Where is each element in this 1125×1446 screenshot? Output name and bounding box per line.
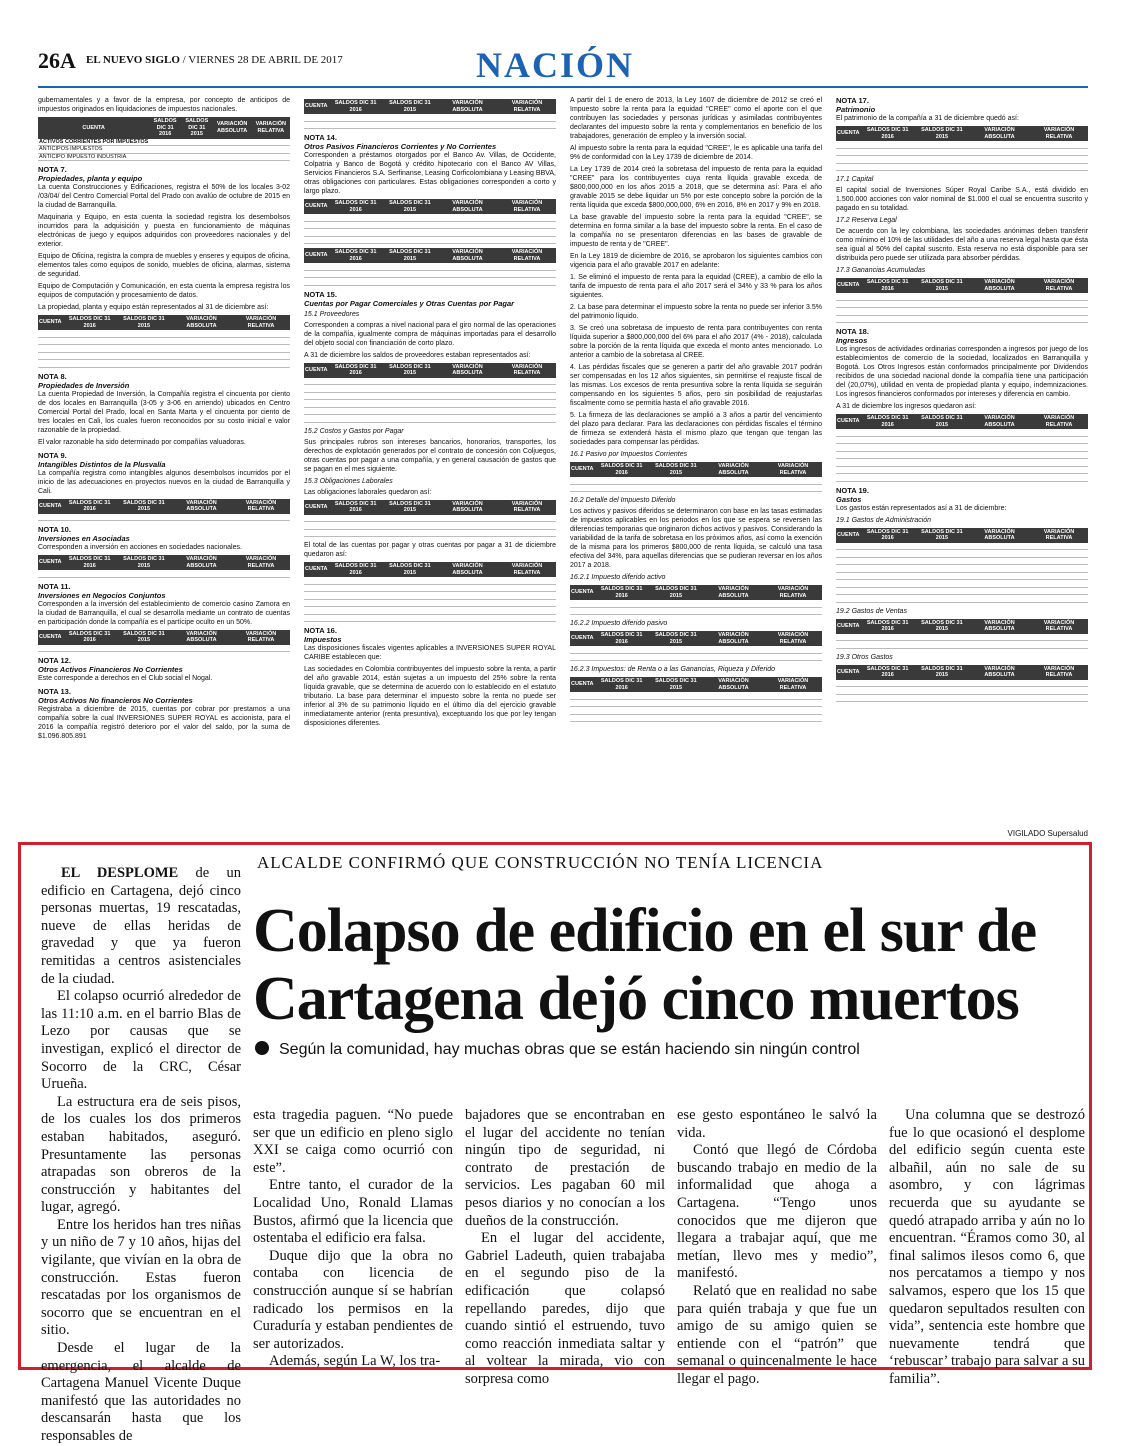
table-labor-obligations: CUENTA SALDOS DIC 31 2016 SALDOS DIC 31 2015 VARIACIÓN ABSOLUTA VARIACIÓN RELATIVA	[304, 500, 556, 538]
table-financial-liabilities: CUENTA SALDOS DIC 31 2016 SALDOS DIC 31 2015 VARIACIÓN ABSOLUTA VARIACIÓN RELATIVA	[304, 199, 556, 244]
note-paragraph: La cuenta Propiedad de Inversión, la Compañía registra el cincuenta por ciento de dos locales en Barranquilla (3-05 y 3-06 en arriendo) ubicados en Centro Comercial Portal del Prado, local en Santa Marta y el cincuenta por ciento de tres locales en Cali, los cuales fueron reconocidos por su costo inicial e valor razonable de la propiedad.	[38, 390, 290, 434]
note-11	[38, 582, 290, 653]
note-heading: NOTA 10.	[38, 525, 71, 534]
list-item: 1. Se eliminó el impuesto de renta para la equidad (CREE), a cambio de ello la tarifa de impuesto de renta para el año 2017 será el 34% y 33 % para los años siguientes.	[570, 274, 822, 299]
note-heading: NOTA 9.	[38, 450, 67, 460]
note-title: Intangibles Distintos de la Plusvalía	[38, 459, 166, 469]
brand-name: EL NUEVO SIGLO	[86, 54, 180, 66]
subsection-title: 15.2 Costos y Gastos por Pagar	[304, 427, 404, 435]
table-other-expenses: CUENTA SALDOS DIC 31 2016 SALDOS DIC 31 2015 VARIACIÓN ABSOLUTA VARIACIÓN RELATIVA	[836, 665, 1088, 703]
article-paragraph: En el lugar del accidente, Gabriel Ladeuth, quien trabajaba en el segundo piso de la edificación que colapsó repellando paredes, dijo que cuando sintió el estruendo, tuvo como reacción inmediata saltar y al voltear la mirada, vio con sorpresa como	[465, 1230, 665, 1387]
note-paragraph: Las disposiciones fiscales vigentes aplicables a INVERSIONES SUPER ROYAL CARIBE establecen que:	[304, 645, 556, 661]
article-column-1	[41, 865, 241, 1444]
note-title: Impuestos	[304, 635, 342, 644]
subsection-title: 17.3 Ganancias Acumuladas	[836, 267, 926, 274]
section-title: NACIÓN	[476, 45, 635, 85]
table-property-plant: CUENTA SALDOS DIC 31 2016 SALDOS DIC 31 2015 VARIACIÓN ABSOLUTA VARIACIÓN RELATIVA	[38, 315, 290, 368]
masthead-date	[86, 54, 343, 66]
bullet-icon	[255, 1041, 269, 1055]
note-paragraph: La Ley 1739 de 2014 creó la sobretasa del impuesto de renta para la equidad "CREE" para los contribuyentes cuya renta líquida gravable exceda de $800,000,000 en los años 2015 a 2018, que se determina así: Para el año gravable 2015 se debe liquidar un 5% por este concepto sobre la porción de la renta líquida que exceda $800,000,000, 6% en 2016, 8% en 2017 y 9% en 2018.	[570, 166, 822, 209]
table-current-tax: CUENTA SALDOS DIC 31 2016 SALDOS DIC 31 2015 VARIACIÓN ABSOLUTA VARIACIÓN RELATIVA	[570, 462, 822, 492]
deck-text: Según la comunidad, hay muchas obras que se están haciendo sin ningún control	[279, 1041, 860, 1058]
note-paragraph: Equipo de Computación y Comunicación, en esta cuenta la empresa registra los equipos de computación y procesamiento de datos.	[38, 283, 290, 299]
note-10	[38, 525, 290, 578]
note-9	[38, 451, 290, 522]
note-paragraph: El capital social de Inversiones Súper Royal Caribe S.A., está dividido en 1.500.000 acciones con valor nominal de $1.000 el cual se encuentra suscrito y pagado en su totalidad.	[836, 187, 1088, 212]
article-column-2	[253, 1107, 453, 1370]
note-title: Otros Activos Financieros No Corrientes	[38, 665, 183, 674]
note-paragraph: Corresponden a inversión en acciones en sociedades nacionales.	[38, 544, 242, 551]
table-sales-expenses: CUENTA SALDOS DIC 31 2016 SALDOS DIC 31 2015 VARIACIÓN ABSOLUTA VARIACIÓN RELATIVA	[836, 619, 1088, 649]
table-accounts-payable: CUENTA SALDOS DIC 31 2016 SALDOS DIC 31 2015 VARIACIÓN ABSOLUTA VARIACIÓN RELATIVA	[304, 562, 556, 622]
note-7	[38, 165, 290, 368]
note-13	[38, 687, 290, 741]
subsection-title: 16.2 Detalle del Impuesto Diferido	[570, 497, 676, 504]
note-title: Otros Activos No financieros No Corrientes	[38, 696, 193, 705]
supersalud-mark: VIGILADO Supersalud	[1007, 829, 1088, 838]
note-8	[38, 372, 290, 447]
subsection-title: 16.2.3 Impuestos: de Renta o a las Ganancias, Riqueza y Diferido	[570, 666, 776, 673]
table-suppliers: CUENTA SALDOS DIC 31 2016 SALDOS DIC 31 2015 VARIACIÓN ABSOLUTA VARIACIÓN RELATIVA	[304, 363, 556, 423]
article-paragraph: Entre los heridos han tres niñas y un niño de 7 y 10 años, hijas del vigilante, que vivían en la obra de construcción. Estas fueron rescatadas por los organismos de socorro que se encuentran en el sitio.	[41, 1216, 241, 1339]
subsection-title: 19.1 Gastos de Administración	[836, 516, 932, 524]
note-title: Otros Pasivos Financieros Corrientes y No Corrientes	[304, 142, 497, 151]
note-paragraph: A partir del 1 de enero de 2013, la Ley 1607 de diciembre de 2012 se creó el Impuesto sobre la renta para la equidad "CREE" como el aporte con el que contribuyen las sociedades y personas jurídicas y asimiladas contribuyentes declarantes del impuesto sobre la renta y complementarios en beneficio de los trabajadores, generación de empleo y la inversión social.	[570, 97, 822, 140]
note-paragraph: El patrimonio de la compañía a 31 de diciembre quedó así:	[836, 115, 1019, 122]
note-paragraph: Este corresponde a derechos en el Club social el Nogal.	[38, 675, 213, 682]
article-paragraph: Además, según La W, los tra-	[269, 1353, 441, 1370]
notes-column-3	[570, 96, 822, 838]
table-intangibles: CUENTA SALDOS DIC 31 2016 SALDOS DIC 31 2015 VARIACIÓN ABSOLUTA VARIACIÓN RELATIVA	[38, 499, 290, 522]
note-title: Ingresos	[836, 336, 868, 345]
article-paragraph: ese gesto espontáneo le salvó la vida.	[677, 1107, 877, 1141]
list-item: 4. Las pérdidas fiscales que se generen a partir del año gravable 2017 podrán ser compensadas en los 12 años siguientes, sin permitirse el reajuste fiscal de las mismas. Los excesos de renta presuntiva sobre la renta líquida se seguirán compensando en los siguientes 5 años, pero sin posibilidad de reajustarlas fiscalmente como se permitía hasta el año gravable 2016.	[570, 364, 822, 407]
note-17	[836, 96, 1088, 323]
note-paragraph: Corresponden a préstamos otorgados por el Banco Av. Villas, de Occidente, Colpatria y Banco de Bogotá y crédito hipotecario con el Banco AV Villas, Servicios Financieros S.A. Serfinanse, Leasing Corficolombiana y Leasing BBVA, otras obligaciones con particulares. Estas obligaciones corresponden a corto y largo plazo.	[304, 152, 556, 195]
note-paragraph: La cuenta Construcciones y Edificaciones, registra el 50% de los locales 3-02 /03/04/ del Centro Comercial Portal del Prado con avalúo de octubre de 2015 en la ciudad de Barranquilla.	[38, 184, 290, 209]
note-title: Propiedades de Inversión	[38, 380, 130, 390]
note-14	[304, 133, 556, 286]
subsection-title: 16.1 Pasivo por Impuestos Corrientes	[570, 451, 688, 458]
subsection-title: 19.3 Otros Gastos	[836, 653, 893, 661]
header-divider	[38, 86, 1088, 88]
note-paragraph: Maquinaria y Equipo, en esta cuenta la sociedad registra los desembolsos incurridos para la adquisición y puesta en funcionamiento de máquinas electrónicas de juego y equipos adquiridos con proveedores nacionales y del exterior.	[38, 214, 290, 248]
note-title: Gastos	[836, 494, 862, 504]
article-paragraph: Relató que en realidad no sabe para quién trabaja y que fue un amigo de su amigo quien se entiende con el “patrón” que semanal o quincenalmente le hace llegar el pago.	[677, 1282, 877, 1387]
news-article	[18, 842, 1092, 1444]
article-paragraph: Duque dijo que la obra no contaba con licencia de construcción aunque sí se habrían radicado los permisos en la Curaduría y estaban pendientes de ser autorizados.	[253, 1247, 453, 1352]
article-paragraph: bajadores que se encontraban en el lugar del accidente no tenían ningún tipo de seguridad, ni contrato de prestación de servicios. Les pagaban 60 mil pesos diarios y no conocían a los dueños de la construcción.	[465, 1107, 665, 1229]
article-column-4	[677, 1107, 877, 1387]
table-income-tax: CUENTA SALDOS DIC 31 2016 SALDOS DIC 31 2015 VARIACIÓN ABSOLUTA VARIACIÓN RELATIVA	[570, 677, 822, 722]
note-heading: NOTA 19.	[836, 485, 869, 495]
table-admin-expenses: CUENTA SALDOS DIC 31 2016 SALDOS DIC 31 2015 VARIACIÓN ABSOLUTA VARIACIÓN RELATIVA	[836, 528, 1088, 603]
paragraph-text: de un edificio en Cartagena, dejó cinco personas muertas, 19 rescatadas, nueve de ellas heridas de gravedad y que ya fueron remitidas a centros asistenciales de la ciudad.	[41, 865, 241, 987]
note-heading: NOTA 16.	[304, 626, 337, 635]
note-19	[836, 486, 1088, 703]
lead-in: EL DESPLOME	[61, 865, 179, 881]
table-tax-assets: CUENTA SALDOS DIC 31 2016 SALDOS DIC 31 2015 VARIACIÓN ABSOLUTA VARIACIÓN RELATIVA ACTIVOS CORRIENTES POR IMPUESTOS ANTICIPOS IMPUESTOS ANTICIPO IMPUESTO INDUSTRIA	[38, 117, 290, 161]
note-paragraph: A 31 de diciembre los saldos de proveedores estaban representados así:	[304, 351, 531, 359]
subsection-title: 15.1 Proveedores	[304, 310, 360, 318]
issue-date: / VIERNES 28 DE ABRIL DE 2017	[182, 54, 343, 66]
note-16	[304, 626, 556, 728]
note-paragraph: De acuerdo con la ley colombiana, las sociedades anónimas deben transferir como mínimo el 10% de las utilidades del año a una reserva legal hasta que ésta sea igual al 50% del capital suscrito. Esta reserva no está disponible para ser distribuida pero puede ser utilizada para absorber pérdidas.	[836, 228, 1088, 262]
note-title: Propiedades, planta y equipo	[38, 174, 143, 183]
article-paragraph: El colapso ocurrió alrededor de las 11:10 a.m. en el barrio Blas de Lezo por causas que se investigan, explicó el director de Socorro de la CRC, César Urueña.	[41, 988, 241, 1093]
notes-column-4	[836, 96, 1088, 838]
subsection-title: 19.2 Gastos de Ventas	[836, 607, 907, 615]
article-paragraph: Una columna que se destrozó fue lo que ocasionó el desplome del edificio según cuenta este albañil, aún no sale de su asombro, y con lágrimas recuerda que su ayudante se quedó atrapado arriba y aún no lo encuentran. “Éramos como 30, al final salimos ilesos como 6, que nos percatamos a tiempo y nos salvamos, espero que los 15 que quedaron sepultados resulten con vida”, sentencia este hombre que nuevamente tendrá que ‘rebuscar’ trabajo para salvar a su familia”.	[889, 1107, 1085, 1387]
table-joint-ventures: CUENTA SALDOS DIC 31 2016 SALDOS DIC 31 2015 VARIACIÓN ABSOLUTA VARIACIÓN RELATIVA	[38, 630, 290, 653]
note-heading: NOTA 8.	[38, 371, 67, 381]
notes-column-2	[304, 96, 556, 838]
intro-paragraph: gubernamentales y a favor de la empresa, por concepto de anticipos de impuestos originados en liquidaciones de impuestos nacionales.	[38, 97, 290, 113]
page-number: 26A	[38, 48, 76, 73]
note-paragraph: La compañía registra como intangibles algunos desembolsos incurridos por el inicio de las adecuaciones en proyectos nuevos en la ciudad de Barranquilla y Cali.	[38, 469, 290, 495]
note-title: Inversiones en Asociadas	[38, 534, 130, 543]
note-paragraph: Corresponden a la inversión del establecimiento de comercio casino Zamora en la ciudad de Barranquilla, el cual se desarrolla mediante un contrato de cuentas en participación donde la compañía es el partícipe oculto en un 50%.	[38, 600, 290, 626]
article-headline: Colapso de edificio en el sur de Cartagena dejó cinco muertos	[253, 897, 1037, 1033]
article-paragraph	[41, 865, 241, 988]
table-associates: CUENTA SALDOS DIC 31 2016 SALDOS DIC 31 2015 VARIACIÓN ABSOLUTA VARIACIÓN RELATIVA	[38, 555, 290, 578]
table-deferred-liability: CUENTA SALDOS DIC 31 2016 SALDOS DIC 31 2015 VARIACIÓN ABSOLUTA VARIACIÓN RELATIVA	[570, 631, 822, 661]
article-paragraph: esta tragedia paguen. “No puede ser que un edificio en pleno siglo XXI se caiga como ocurrió con este”.	[253, 1107, 453, 1176]
table-other-liabilities: CUENTA SALDOS DIC 31 2016 SALDOS DIC 31 2015 VARIACIÓN ABSOLUTA VARIACIÓN RELATIVA	[304, 99, 556, 129]
article-paragraph: Desde el lugar de la emergencia, el alcalde de Cartagena Manuel Vicente Duque manifestó que las autoridades no descansarán hasta que los responsables de	[41, 1340, 241, 1444]
article-paragraph: La estructura era de seis pisos, de los cuales los dos primeros estaban habitados, aseguró. Presuntamente las personas atrapadas son obreros de la construcción y habitantes del lugar, agregó.	[41, 1093, 241, 1216]
article-deck	[255, 1041, 860, 1059]
note-12	[38, 656, 290, 683]
note-heading: NOTA 18.	[836, 327, 869, 336]
subsection-title: 17.2 Reserva Legal	[836, 217, 897, 224]
note-heading: NOTA 12.	[38, 656, 71, 665]
note-heading: NOTA 11.	[38, 581, 71, 591]
note-paragraph: Los gastos están representados así a 31 de diciembre:	[836, 504, 1007, 512]
subsection-title: 17.1 Capital	[836, 176, 874, 183]
note-paragraph: Equipo de Oficina, registra la compra de muebles y enseres y equipos de oficina, elementos tales como equipos de sonido, muebles de oficina, alarmas, sistema de seguridad.	[38, 253, 290, 278]
note-paragraph: Los ingresos de actividades ordinarias corresponden a ingresos por juego de los establecimientos de comercio de la sociedad, localizados en Barranquilla y Bogotá. Los Otros Ingresos están conformados principalmente por Dividendos recibidos de una sociedad nacional donde la compañía tiene una participación del (20,07%), utilidad en venta de propiedad planta y equipo, indemnizaciones. Los ingresos financieros conformados por intereses y diferencia en cambio.	[836, 346, 1088, 398]
note-paragraph: Las sociedades en Colombia contribuyentes del impuesto sobre la renta, a partir del año gravable 2014, están sujetas a un impuesto del 25% sobre la renta líquida gravable, que se determina de acuerdo con lo establecido en el estatuto tributario. La base para determinar el impuesto sobre la renta no puede ser inferior al 3% de su patrimonio líquido en el último día del ejercicio gravable inmediatamente anterior (renta presuntiva), exceptuando los que por ley tengan disposiciones diferentes.	[304, 666, 556, 727]
note-18	[836, 327, 1088, 482]
note-paragraph: Al impuesto sobre la renta para la equidad "CREE", le es aplicable una tarifa del 9% de conformidad con la Ley 1739 de diciembre de 2014.	[570, 145, 822, 161]
subsection-title: 16.2.1 Impuesto diferido activo	[570, 574, 666, 581]
subsection-title: 16.2.2 Impuesto diferido pasivo	[570, 620, 668, 627]
subsection-title: 15.3 Obligaciones Laborales	[304, 477, 393, 485]
financial-notes	[38, 96, 1088, 838]
note-paragraph: Sus principales rubros son intereses bancarios, honorarios, transportes, los derechos de explotación generados por el contrato de concesión con Coljuegos, otras cuentas por pagar a una compañía, y en general causación de gastos que se pagan en el mes siguiente.	[304, 438, 556, 473]
note-paragraph: Los activos y pasivos diferidos se determinaron con base en las tasas estimadas de impuestos aplicables en los periodos en los que se espera se reversen las diferencias temporarias que originaron dichos activos y pasivos. Considerando la variabilidad de la tarifa de sobretasa en los próximos años, así como la exención de la misma para los primeros $800,000 de renta líquida, se calculó una tasa efectiva del 34%, para aquellas diferencias que se pudieran reversar en los años 2017 a 2018.	[570, 508, 822, 569]
note-paragraph: A 31 de diciembre los ingresos quedaron así:	[836, 403, 977, 410]
list-item: 2. La base para determinar el impuesto sobre la renta no puede ser inferior 3.5% del patrimonio líquido.	[570, 304, 822, 320]
note-heading: NOTA 15.	[304, 289, 337, 299]
note-paragraph: En la Ley 1819 de diciembre de 2016, se aprobaron los siguientes cambios con vigencia para el año gravable 2017 en adelante:	[570, 253, 822, 269]
note-heading: NOTA 17.	[836, 96, 869, 105]
table-income: CUENTA SALDOS DIC 31 2016 SALDOS DIC 31 2015 VARIACIÓN ABSOLUTA VARIACIÓN RELATIVA	[836, 414, 1088, 482]
note-paragraph: El total de las cuentas por pagar y otras cuentas por pagar a 31 de diciembre quedaron así:	[304, 542, 556, 558]
note-paragraph: El valor razonable ha sido determinado por compañías valuadoras.	[38, 438, 246, 446]
note-title: Cuentas por Pagar Comerciales y Otras Cuentas por Pagar	[304, 298, 515, 308]
notes-column-1	[38, 96, 290, 838]
article-kicker: ALCALDE CONFIRMÓ QUE CONSTRUCCIÓN NO TENÍA LICENCIA	[257, 853, 824, 872]
note-title: Patrimonio	[836, 105, 876, 114]
note-paragraph: La base gravable del impuesto sobre la renta para la equidad "CREE", se determina en forma similar a la base del impuesto sobre la renta. En el caso de la compañía no se presentaron diferencias en las bases de gravable de impuesto de renta y de "CREE".	[570, 214, 822, 248]
note-heading: NOTA 7.	[38, 165, 67, 174]
table-deferred-asset: CUENTA SALDOS DIC 31 2016 SALDOS DIC 31 2015 VARIACIÓN ABSOLUTA VARIACIÓN RELATIVA	[570, 585, 822, 615]
table-financial-liabilities-noncurrent: CUENTA SALDOS DIC 31 2016 SALDOS DIC 31 2015 VARIACIÓN ABSOLUTA VARIACIÓN RELATIVA	[304, 248, 556, 286]
note-paragraph: Corresponden a compras a nivel nacional para el giro normal de las operaciones de la compañía, igualmente compra de máquinas importadas para el desarrollo del objeto social con financiación de corto plazo.	[304, 321, 556, 347]
table-equity: CUENTA SALDOS DIC 31 2016 SALDOS DIC 31 2015 VARIACIÓN ABSOLUTA VARIACIÓN RELATIVA	[836, 126, 1088, 171]
article-paragraph: Entre tanto, el curador de la Localidad Uno, Ronald Llamas Bustos, afirmó que la licencia que ostentaba el edificio era falsa.	[253, 1177, 453, 1247]
note-title: Inversiones en Negocios Conjuntos	[38, 590, 166, 600]
note-paragraph: La propiedad, planta y equipo están representados al 31 de diciembre así:	[38, 304, 269, 311]
page-header	[38, 44, 1088, 92]
table-retained-earnings: CUENTA SALDOS DIC 31 2016 SALDOS DIC 31 2015 VARIACIÓN ABSOLUTA VARIACIÓN RELATIVA	[836, 278, 1088, 323]
note-paragraph: Las obligaciones laborales quedaron así:	[304, 488, 432, 496]
article-column-5	[889, 1107, 1085, 1387]
note-heading: NOTA 13.	[38, 687, 71, 696]
article-paragraph: Contó que llegó de Córdoba buscando trabajo en medio de la informalidad que ahoga a Cartagena. “Tengo unos conocidos que me dijeron que llegara a trabajar aquí, que me metían, llevo mes y medio”, manifestó.	[677, 1142, 877, 1282]
article-column-3	[465, 1107, 665, 1387]
note-15	[304, 290, 556, 623]
note-paragraph: Registraba a diciembre de 2015, cuentas por cobrar por prestamos a una compañía sobre la cual INVERSIONES SUPER ROYAL es accionista, para el 2016 la compañía registró deterioro por el valor del saldo, por la suma de $1.096.805.891	[38, 706, 290, 740]
list-item: 3. Se creó una sobretasa de impuesto de renta para contribuyentes con renta líquida superior a $800,000,000 del 6% para el año 2017 (4% - 2018), calculada sobre la porción de la renta líquida que exceda el monto antes mencionado. Lo anterior a cambio de la sobretasa al CREE.	[570, 325, 822, 359]
list-item: 5. La firmeza de las declaraciones se amplió a 3 años a partir del vencimiento del plazo para declarar. Para las declaraciones con pérdidas fiscales el término de firmeza se extenderá hasta el mismo plazo que tengan que tengan las sociedades para compensar las pérdidas.	[570, 412, 822, 446]
note-heading: NOTA 14.	[304, 133, 337, 142]
